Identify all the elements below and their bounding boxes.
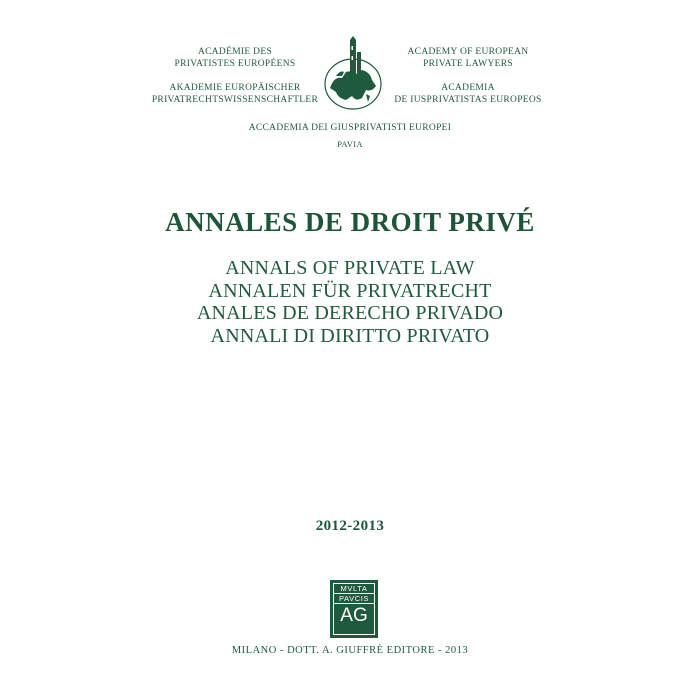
- academy-emblem-icon: [322, 36, 384, 112]
- subtitle-line: ANNALEN FÜR PRIVATRECHT: [208, 279, 492, 302]
- academy-name-french: [150, 46, 320, 70]
- header-line: PRIVATISTES EUROPÉENS: [174, 59, 296, 69]
- logo-motto-line: MVLTA: [334, 584, 374, 594]
- publisher-imprint: MILANO - DOTT. A. GIUFFRÈ EDITORE - 2013: [231, 645, 469, 656]
- logo-initials: AG: [340, 605, 368, 626]
- academy-city: PAVIA: [337, 139, 363, 149]
- header-line: PRIVATE LAWYERS: [423, 59, 513, 69]
- header-line: ACADEMIA: [441, 83, 495, 93]
- subtitle-line: ANNALI DI DIRITTO PRIVATO: [210, 324, 490, 347]
- subtitle-line: ANNALS OF PRIVATE LAW: [225, 257, 475, 279]
- header-line: ACADÉMIE DES: [197, 47, 273, 57]
- academy-name-italian: ACCADEMIA DEI GIUSPRIVATISTI EUROPEI: [248, 123, 452, 133]
- header-line: PRIVATRECHTSWISSENSCHAFTLER: [151, 95, 319, 105]
- publication-years: 2012-2013: [315, 518, 385, 534]
- subtitle-block: [0, 257, 700, 347]
- academy-name-english: [383, 46, 553, 70]
- book-title: ANNALES DE DROIT PRIVÉ: [165, 207, 535, 237]
- header-line: DE IUSPRIVATISTAS EUROPEOS: [394, 95, 542, 105]
- header-line: ACADEMY OF EUROPEAN: [407, 47, 529, 57]
- subtitle-line: ANALES DE DERECHO PRIVADO: [196, 302, 504, 324]
- academy-name-spanish: [383, 82, 553, 106]
- publisher-logo: [330, 580, 378, 638]
- logo-motto-line: PAVCIS: [334, 594, 374, 604]
- academy-name-german: [150, 82, 320, 106]
- header-line: AKADEMIE EUROPÄISCHER: [169, 83, 301, 93]
